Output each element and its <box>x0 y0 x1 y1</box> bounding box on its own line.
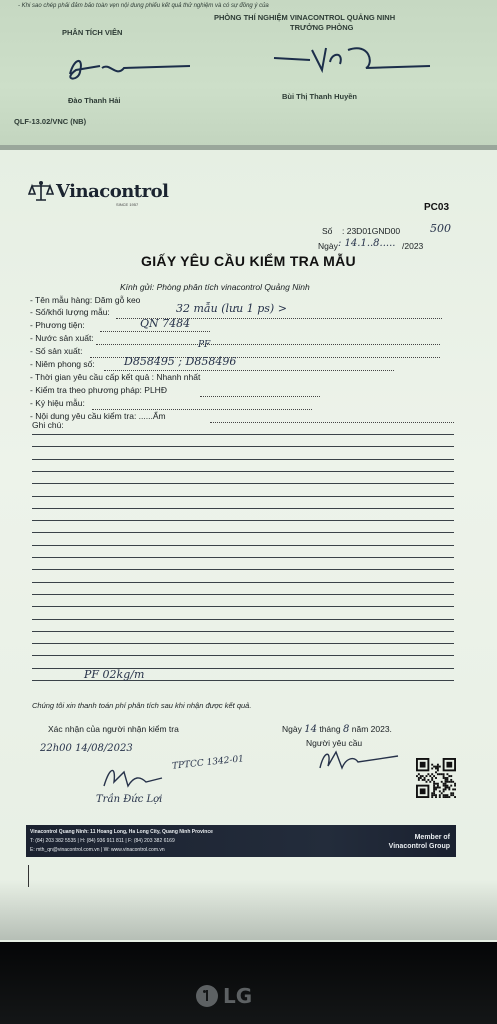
vehicle-handwritten: QN 7484 <box>140 317 191 330</box>
form-ref: QLF-13.02/VNC (NB) <box>14 117 87 126</box>
date-line: Ngày 14 tháng 8 năm 2023. <box>282 724 392 735</box>
lg-logo <box>196 984 252 1008</box>
ruled-line <box>32 582 454 583</box>
number-value: : 23D01GND00 <box>342 226 401 236</box>
field-vehicle: - Phương tiện: <box>30 320 85 330</box>
receiver-name-handwritten: Trần Đức Lợi <box>96 794 163 805</box>
field-sample-code: - Ký hiệu mẫu: <box>30 398 85 408</box>
ruled-line <box>32 483 454 484</box>
field-result-time: - Thời gian yêu cầu cấp kết quả : Nhanh nhất <box>30 372 201 382</box>
ruled-line <box>32 459 454 460</box>
field-production-number: - Số sản xuất: <box>30 346 83 356</box>
seal-handwritten: D858495 ; D858496 <box>124 355 237 368</box>
request-form-page <box>0 150 497 942</box>
number-handwritten: 500 <box>430 222 451 235</box>
field-sample-name: - Tên mẫu hàng: Dăm gỗ keo <box>30 295 141 305</box>
date-handwritten: : 14.1..8..... <box>338 238 396 249</box>
qr-code-icon <box>416 758 456 798</box>
monitor-bezel <box>0 942 497 1024</box>
requester-signature <box>314 746 404 776</box>
receiver-code-handwritten: TPTCC 1342-01 <box>171 754 245 772</box>
vinacontrol-logo <box>28 180 169 207</box>
page-shadow <box>0 880 497 940</box>
analyst-name: Đào Thanh Hải <box>68 96 121 105</box>
ruled-line <box>32 619 454 620</box>
form-code: PC03 <box>424 202 450 213</box>
copy-note: - Khi sao chép phải đảm bảo toàn vẹn nội dung phiếu kết quả thử nghiệm và có sự đồng ý của <box>18 3 269 9</box>
ruled-line <box>32 557 454 558</box>
footer-phone: T: (84) 203 382 5535 | H: (84) 936 911 811 | F: (84) 203 382 6169 <box>30 838 175 844</box>
head-signature <box>270 38 440 78</box>
date-label: Ngày <box>318 241 338 251</box>
ruled-line <box>32 471 454 472</box>
field-origin: - Nước sản xuất: <box>30 333 94 343</box>
lg-circle-icon <box>196 985 218 1007</box>
handwritten-note: PF 02kg/m <box>84 668 145 681</box>
field-seal-number: - Niêm phong số: <box>30 359 95 369</box>
field-sample-quantity: - Số/khối lượng mẫu: <box>30 307 110 317</box>
brand-since: SINCE 1957 <box>116 202 139 207</box>
analyst-signature <box>40 48 200 88</box>
footer-band <box>26 825 456 857</box>
ruled-line <box>32 631 454 632</box>
footer-address: Vinacontrol Quang Ninh: 11 Hoang Long, Ha Long City, Quang Ninh Province <box>30 829 213 835</box>
production-handwritten: PF <box>198 340 211 350</box>
ruled-line <box>32 532 454 533</box>
ruled-line <box>32 655 454 656</box>
ruled-line <box>32 496 454 497</box>
ruled-line <box>32 594 454 595</box>
ruled-line <box>32 520 454 521</box>
payment-note: Chúng tôi xin thanh toán phí phân tích sau khi nhận được kết quả. <box>32 701 252 710</box>
ruled-line <box>32 643 454 644</box>
analyst-heading: PHÂN TÍCH VIÊN <box>62 28 123 37</box>
ruled-line <box>32 545 454 546</box>
lab-subheading: TRƯỞNG PHÒNG <box>290 23 354 32</box>
lab-heading: PHÒNG THÍ NGHIỆM VINACONTROL QUẢNG NINH <box>214 13 396 22</box>
notes-label: Ghi chú: <box>32 420 64 430</box>
brand-name: Vinacontrol <box>56 180 169 202</box>
lg-brand: LG <box>223 984 253 1008</box>
receiver-time-handwritten: 22h00 14/08/2023 <box>40 743 133 754</box>
requester-label: Người yêu cầu <box>306 738 363 748</box>
ruled-line <box>32 434 454 435</box>
ruled-line <box>32 446 454 447</box>
field-test-content: - Nội dung yêu cầu kiểm tra: ......Ẩm <box>30 411 166 421</box>
footer-email: E: mth_qn@vinacontrol.com.vn | W: www.vinacontrol.com.vn <box>30 847 165 853</box>
receiver-signature <box>100 762 170 792</box>
recipient: Kính gửi: Phòng phân tích vinacontrol Quảng Ninh <box>120 282 310 292</box>
previous-page <box>0 0 497 145</box>
number-label: Số <box>322 226 333 236</box>
quantity-handwritten: 32 mẫu (lưu 1 ps) > <box>176 302 287 315</box>
head-name: Bùi Thị Thanh Huyền <box>282 92 357 101</box>
field-method: - Kiểm tra theo phương pháp: PLHĐ <box>30 385 167 395</box>
ruled-line <box>32 569 454 570</box>
date-year: /2023 <box>402 241 424 251</box>
ruled-line <box>32 508 454 509</box>
footer-member: Member of Vinacontrol Group <box>388 834 450 850</box>
page-title: GIẤY YÊU CẦU KIỂM TRA MẪU <box>141 253 356 269</box>
scales-icon <box>28 180 54 202</box>
ruled-line <box>32 606 454 607</box>
receiver-confirm: Xác nhận của người nhận kiểm tra <box>48 724 179 734</box>
